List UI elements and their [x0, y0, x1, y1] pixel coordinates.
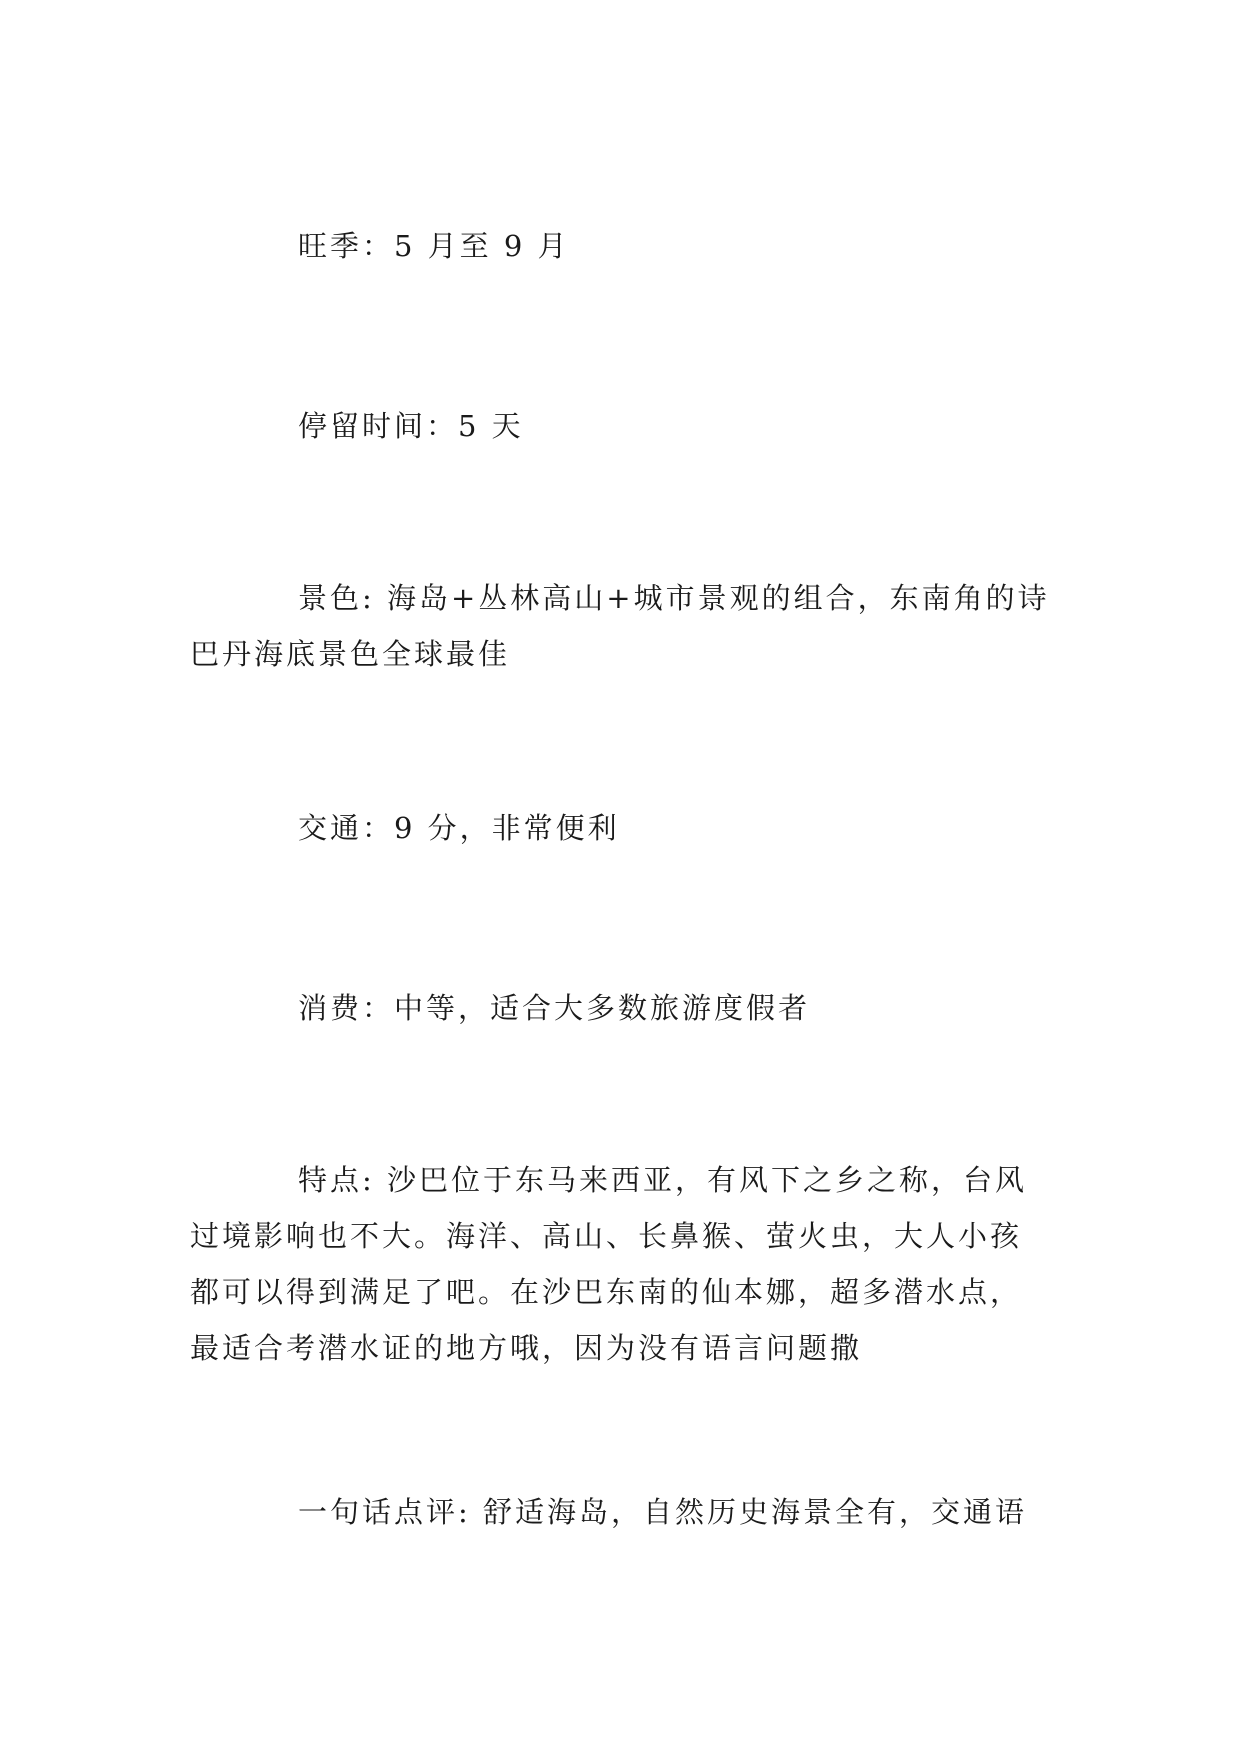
paragraph-stay-duration: 停留时间：5 天: [298, 409, 524, 443]
paragraph-peak-season: 旺季：5 月至 9 月: [298, 229, 570, 263]
paragraph-one-line-review: 一句话点评: 舒适海岛，自然历史海景全有，交通语: [298, 1495, 1027, 1529]
paragraph-cost: 消费：中等，适合大多数旅游度假者: [298, 991, 811, 1025]
paragraph-scenery: 景色: 海岛+丛林高山+城市景观的组合，东南角的诗巴丹海底景色全球最佳: [190, 581, 1050, 671]
paragraph-features: 特点: 沙巴位于东马来西亚，有风下之乡之称，台风过境影响也不大。海洋、高山、长鼻猴、萤火虫，大人小孩都可以得到满足了吧。在沙巴东南的仙本娜，超多潜水点，最适合考潜水证的地方哦，因为没有语言问题撒: [190, 1163, 1027, 1365]
paragraph-transport: 交通：9 分，非常便利: [298, 811, 620, 845]
